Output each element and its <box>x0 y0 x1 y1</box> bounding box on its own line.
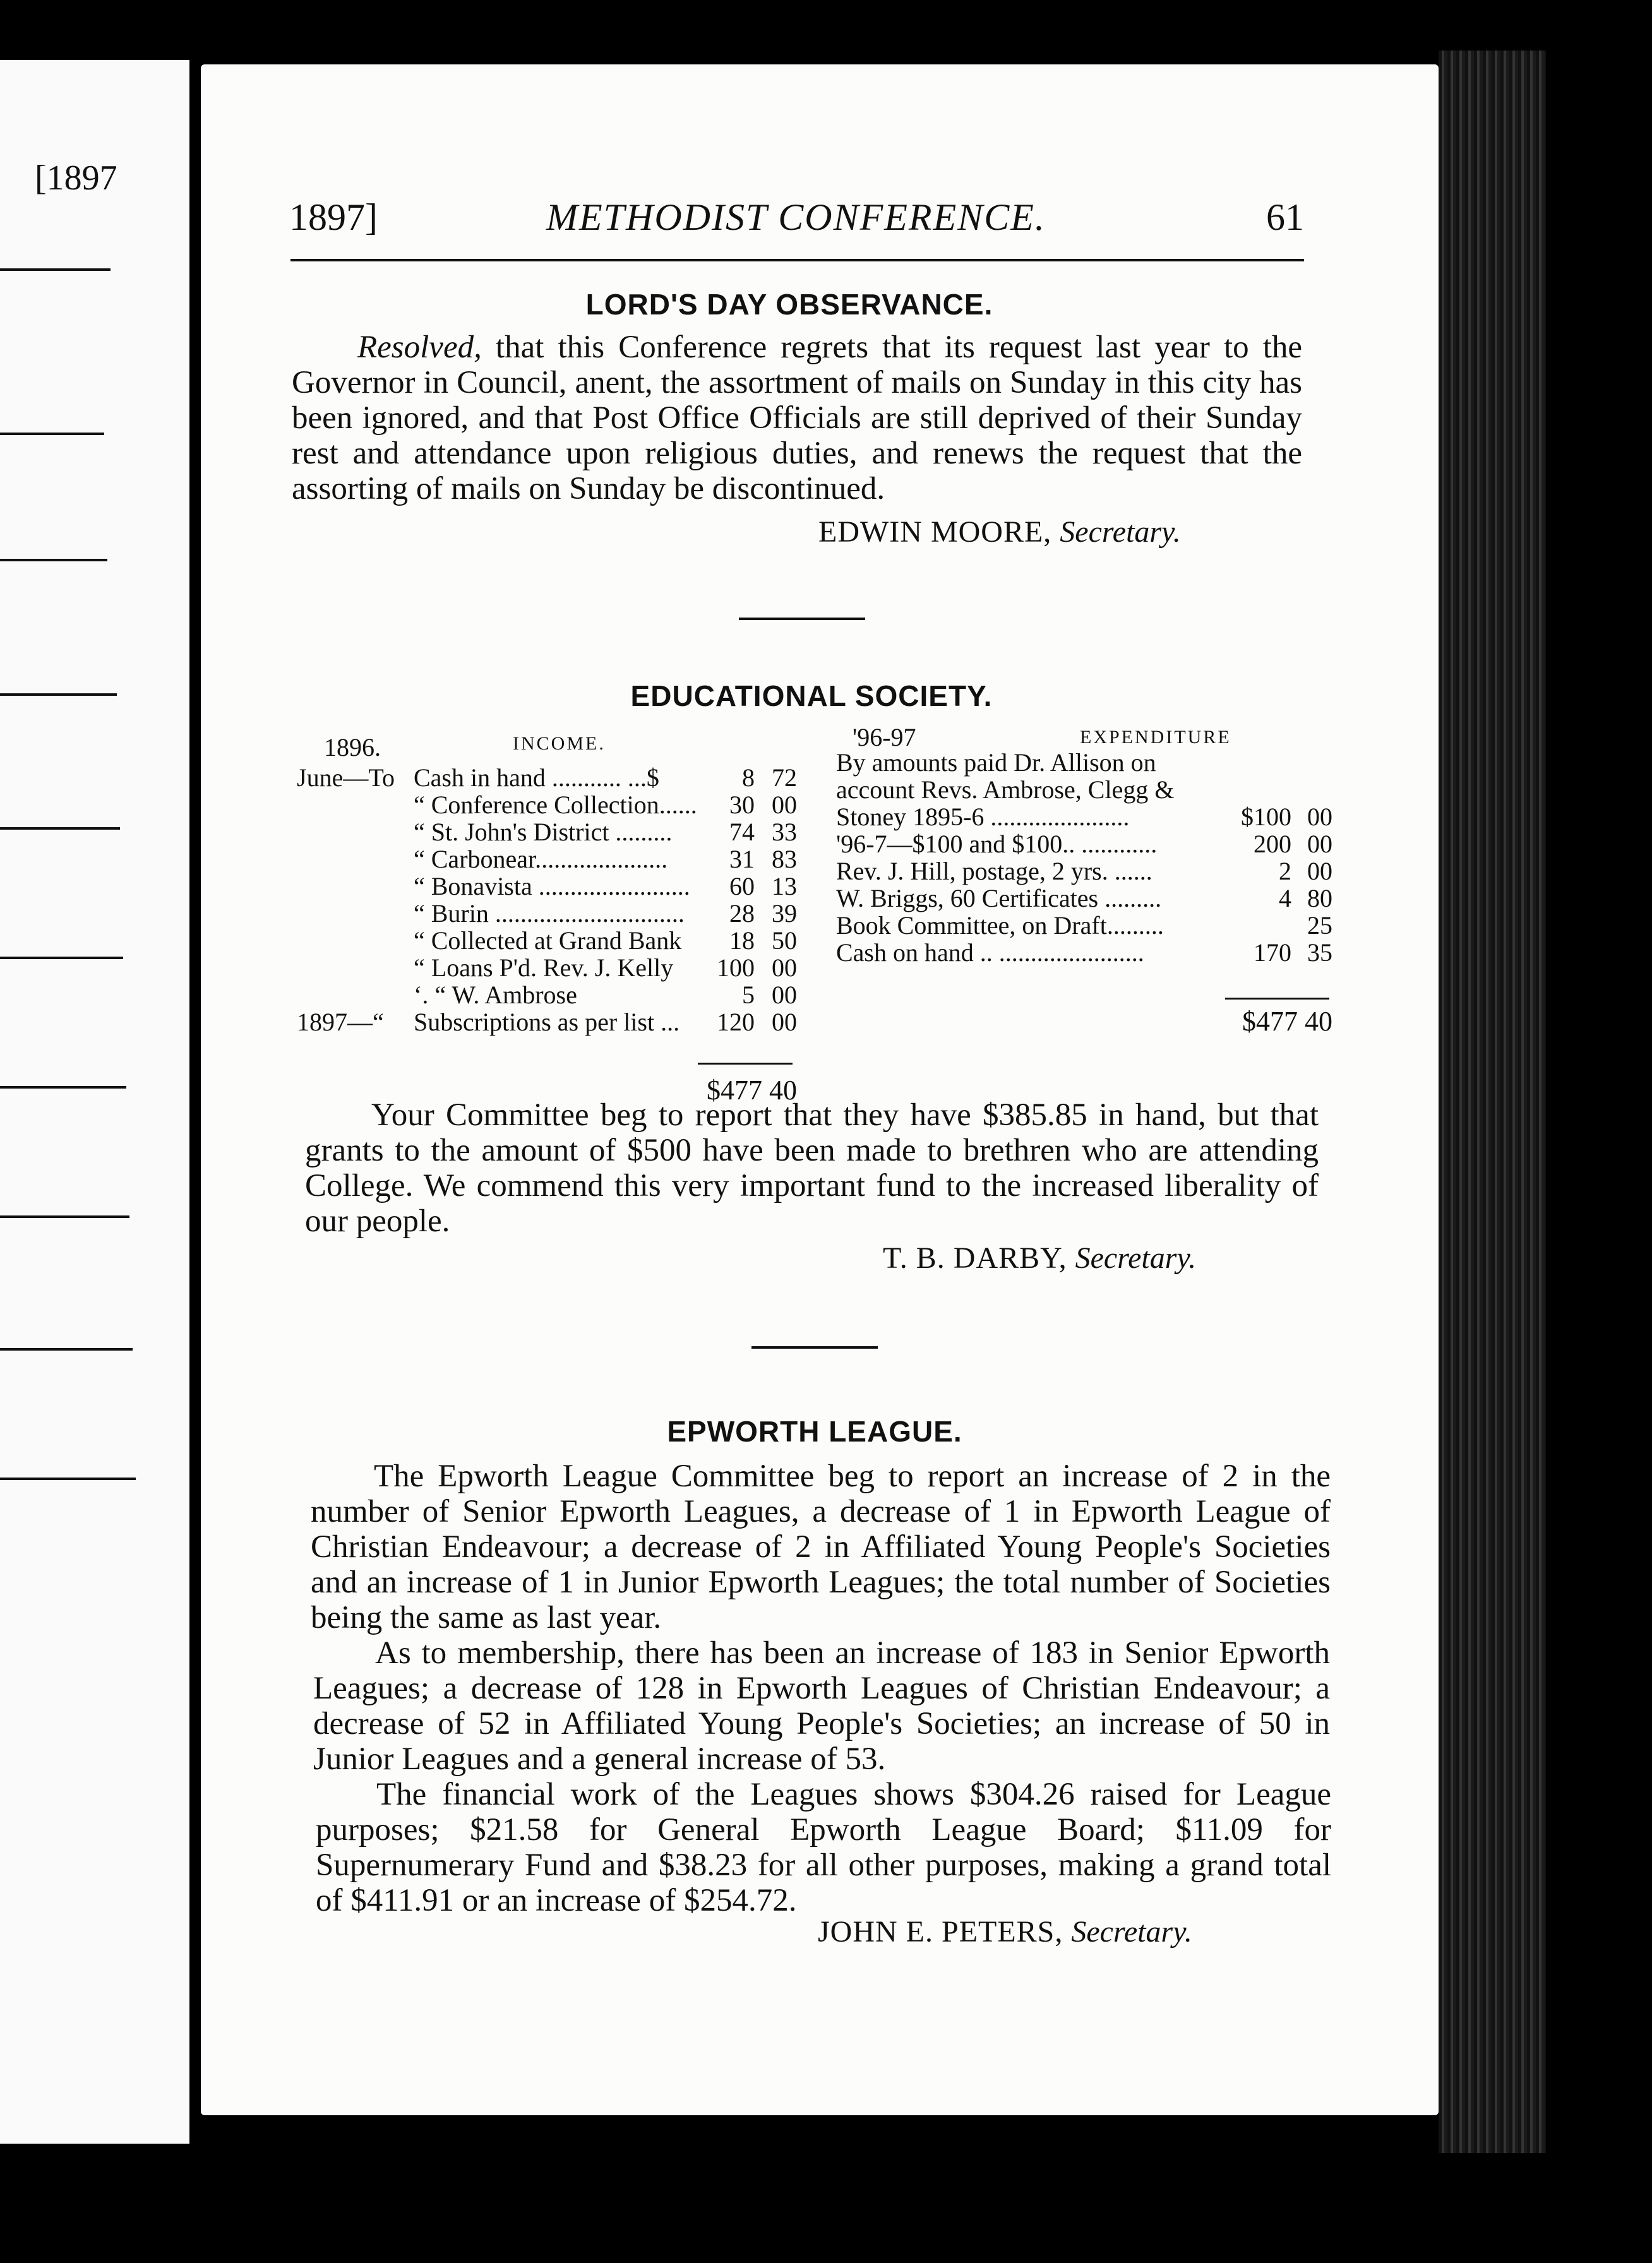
expenditure-row <box>834 939 1351 966</box>
expenditure-total: $477 40 <box>1242 1006 1332 1037</box>
income-row-dollars: 5 <box>742 981 755 1009</box>
income-row <box>297 981 802 1008</box>
income-row-description: “ Loans P'd. Rev. J. Kelly <box>414 953 674 982</box>
expenditure-row-description: Cash on hand .. ....................... <box>836 938 1144 967</box>
expenditure-row-description: By amounts paid Dr. Allison on <box>836 748 1156 777</box>
lords-day-resolution <box>292 330 1302 506</box>
expenditure-row-description: account Revs. Ambrose, Clegg & <box>836 775 1175 804</box>
expenditure-row <box>834 803 1351 830</box>
income-row-cents: 00 <box>772 981 797 1009</box>
income-row-description: Cash in hand ........... ...$ <box>414 763 659 792</box>
income-row-cents: 00 <box>772 791 797 819</box>
expenditure-row-dollars: $100 <box>1241 803 1291 831</box>
epworth-paragraph-3: The financial work of the Leagues shows $304.26 raised for League purposes; $21.58 for General Epworth League Board; $11.09 for Supernumerary Fund and $38.23 for all other purposes, making a grand total of $411.91 or an increase of $254.72. <box>316 1777 1331 1918</box>
expenditure-row-dollars: 2 <box>1279 857 1291 885</box>
income-row-description: “ Conference Collection...... <box>414 791 697 819</box>
resolved-lead: Resolved, <box>357 330 482 365</box>
income-row <box>297 818 802 845</box>
income-row-description: “ Collected at Grand Bank <box>414 926 682 955</box>
income-row-cents: 72 <box>772 763 797 792</box>
running-header-year: 1897] <box>289 196 378 238</box>
expenditure-row-description: W. Briggs, 60 Certificates ......... <box>836 884 1162 912</box>
expenditure-table <box>834 719 1351 1037</box>
expenditure-row <box>834 776 1351 803</box>
income-row-cents: 50 <box>772 926 797 955</box>
income-row <box>297 873 802 900</box>
income-row-cents: 13 <box>772 872 797 900</box>
expenditure-row <box>834 885 1351 912</box>
expenditure-row-dollars: 170 <box>1254 938 1291 967</box>
income-row-date: June—To <box>297 763 395 792</box>
section-heading-epworth: EPWORTH LEAGUE. <box>667 1415 962 1448</box>
signature-role: Secretary. <box>1071 1915 1192 1949</box>
expenditure-row-cents: 80 <box>1307 884 1332 912</box>
expenditure-row-dollars: 4 <box>1279 884 1291 912</box>
income-row <box>297 845 802 873</box>
header-rule <box>290 259 1304 261</box>
income-row-dollars: 100 <box>717 953 755 982</box>
educational-report: Your Committee beg to report that they have $385.85 in hand, but that grants to the amount of $500 have been made to brethren who are attending College. We commend this very important fund to the increased liberality of our people. <box>305 1097 1319 1239</box>
section-divider <box>739 618 865 620</box>
income-label: INCOME. <box>513 733 606 754</box>
signature-role: Secretary. <box>1060 515 1181 549</box>
epworth-signature <box>818 1914 1192 1949</box>
section-heading-educational: EDUCATIONAL SOCIETY. <box>630 679 993 712</box>
running-header-title: METHODIST CONFERENCE. <box>546 196 1046 238</box>
income-row-dollars: 30 <box>729 791 755 819</box>
income-row-description: “ Carbonear..................... <box>414 845 668 873</box>
page-edges <box>1439 51 1546 2153</box>
section-heading-lords-day: LORD'S DAY OBSERVANCE. <box>585 288 993 321</box>
expenditure-row-cents: 00 <box>1307 830 1332 858</box>
left-page-header: [1897 <box>35 158 117 198</box>
income-row <box>297 954 802 981</box>
income-row <box>297 1008 802 1036</box>
signature-role: Secretary. <box>1075 1241 1197 1275</box>
expenditure-row-description: Stoney 1895-6 ...................... <box>836 803 1130 831</box>
income-row-description: ‘. “ W. Ambrose <box>414 981 577 1009</box>
expenditure-row-cents: 25 <box>1307 911 1332 940</box>
income-row-dollars: 18 <box>729 926 755 955</box>
income-row-description: “ Bonavista ........................ <box>414 872 690 900</box>
income-row-cents: 00 <box>772 1008 797 1036</box>
expenditure-row <box>834 749 1351 776</box>
expenditure-row <box>834 830 1351 857</box>
income-row-cents: 83 <box>772 845 797 873</box>
income-row-dollars: 8 <box>742 763 755 792</box>
expenditure-row <box>834 857 1351 885</box>
income-row-description: “ St. John's District ......... <box>414 818 673 846</box>
income-row-dollars: 28 <box>729 899 755 928</box>
epworth-paragraph-1: The Epworth League Committee beg to report an increase of 2 in the number of Senior Epworth Leagues, a decrease of 1 in Epworth League of Christian Endeavour; a decrease of 2 in Affiliated Young People's Societies and an increase of 1 in Junior Epworth Leagues; the total number of Societies being the same as last year. <box>311 1459 1331 1635</box>
resolution-body: that this Conference regrets that its request last year to the Governor in Council, anent, the assortment of mails on Sunday in this city has been ignored, and that Post Office Officials are still deprived of their Sunday rest and attendance upon religious duties, and renews the request that the assorting of mails on Sunday be discontinued. <box>292 330 1303 506</box>
income-row-cents: 39 <box>772 899 797 928</box>
income-row-cents: 00 <box>772 953 797 982</box>
expenditure-row-cents: 00 <box>1307 803 1332 831</box>
income-row <box>297 900 802 927</box>
income-row-dollars: 60 <box>729 872 755 900</box>
epworth-paragraph-2: As to membership, there has been an increase of 183 in Senior Epworth Leagues; a decrease of 128 in Epworth Leagues of Christian Endeavour; a decrease of 52 in Affiliated Young People's Societies; an increase of 50 in Junior Leagues and a general increase of 53. <box>313 1635 1330 1777</box>
expenditure-row <box>834 912 1351 939</box>
income-row <box>297 791 802 818</box>
expenditure-row-dollars: 200 <box>1254 830 1291 858</box>
income-row-description: “ Burin .............................. <box>414 899 685 928</box>
expenditure-row-description: Rev. J. Hill, postage, 2 yrs. ...... <box>836 857 1152 885</box>
income-row-dollars: 120 <box>717 1008 755 1036</box>
income-year: 1896. <box>324 733 381 761</box>
signature-name: EDWIN MOORE, <box>818 515 1052 549</box>
income-table <box>297 726 802 1106</box>
expenditure-year: '96-97 <box>853 723 916 751</box>
income-row-dollars: 74 <box>729 818 755 846</box>
left-page-fragment <box>0 60 189 2144</box>
expenditure-total-rule <box>1225 998 1329 1000</box>
page-number: 61 <box>1266 196 1304 238</box>
expenditure-rows <box>834 749 1351 966</box>
expenditure-row-cents: 35 <box>1307 938 1332 967</box>
section-divider <box>751 1346 878 1349</box>
income-total-rule <box>698 1063 793 1065</box>
income-rows <box>297 764 802 1036</box>
income-row-date: 1897—“ <box>297 1008 384 1036</box>
income-row <box>297 764 802 791</box>
educational-signature <box>883 1241 1196 1275</box>
expenditure-row-description: '96-7—$100 and $100.. ............ <box>836 830 1158 858</box>
income-row-dollars: 31 <box>729 845 755 873</box>
expenditure-row-description: Book Committee, on Draft......... <box>836 911 1164 940</box>
income-row <box>297 927 802 954</box>
signature-name: JOHN E. PETERS, <box>818 1915 1063 1949</box>
income-row-cents: 33 <box>772 818 797 846</box>
expenditure-row-cents: 00 <box>1307 857 1332 885</box>
signature-name: T. B. DARBY, <box>883 1241 1067 1275</box>
lords-day-signature <box>818 515 1181 549</box>
income-row-description: Subscriptions as per list ... <box>414 1008 680 1036</box>
income-total: $477 40 <box>707 1075 797 1106</box>
expenditure-label: EXPENDITURE <box>1080 727 1231 748</box>
